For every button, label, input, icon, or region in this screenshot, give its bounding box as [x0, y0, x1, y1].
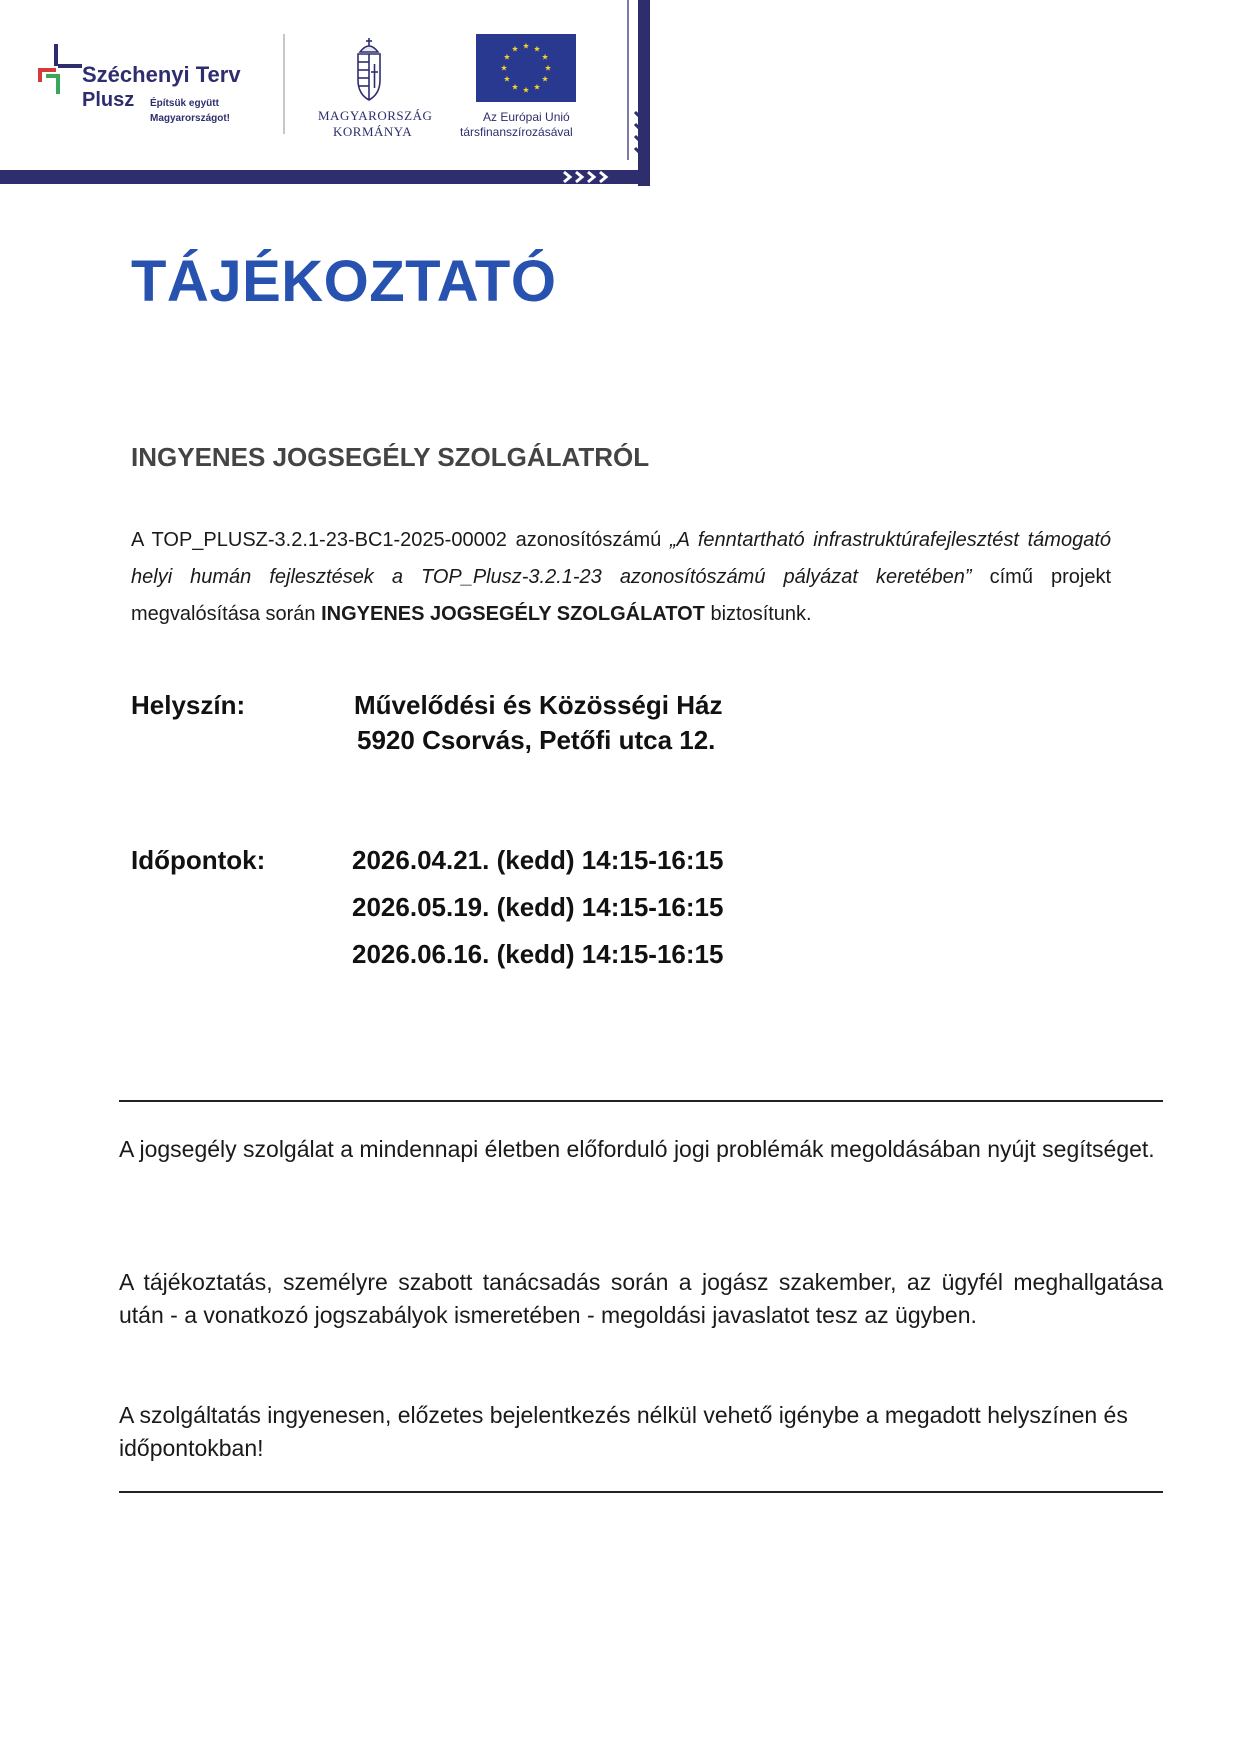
- intro-part-3: biztosítunk.: [704, 603, 812, 625]
- location-venue: Művelődési és Közösségi Ház: [354, 690, 723, 720]
- banner-divider-line: [627, 0, 629, 160]
- szechenyi-tagline-1: Építsük együtt: [150, 98, 219, 109]
- paragraph-free-service: A szolgáltatás ingyenesen, előzetes bejelentkezés nélkül vehető igénybe a megadott helyszínen és időpontokban!: [119, 1402, 1128, 1461]
- government-line-1: MAGYARORSZÁG: [318, 108, 433, 123]
- banner-right-bar: [638, 0, 650, 186]
- divider-bottom: [119, 1491, 1163, 1493]
- dates-label: Időpontok:: [131, 845, 266, 875]
- divider-top: [119, 1100, 1163, 1102]
- szechenyi-plus-logo-icon: [32, 42, 86, 96]
- paragraph-service-purpose: A jogsegély szolgálat a mindennapi életben előforduló jogi problémák megoldásában nyújt segítséget.: [119, 1136, 1155, 1162]
- paragraph-consultation: A tájékoztatás, személyre szabott tanácsadás során a jogász szakember, az ügyfél meghallgatása után - a vonatkozó jogszabályok ismeretében - megoldási javaslatot tesz az ügyben.: [119, 1269, 1163, 1328]
- date-item-1: 2026.04.21. (kedd) 14:15-16:15: [352, 845, 724, 875]
- eu-flag-icon: [476, 34, 576, 102]
- logo-divider: [283, 34, 285, 134]
- intro-part-1: A TOP_PLUSZ-3.2.1-23-BC1-2025-00002 azonosítószámú: [131, 529, 670, 551]
- intro-paragraph: [131, 522, 1111, 633]
- date-item-2: 2026.05.19. (kedd) 14:15-16:15: [352, 892, 724, 922]
- page-title: TÁJÉKOZTATÓ: [131, 249, 557, 314]
- location-label: Helyszín:: [131, 690, 246, 720]
- coat-of-arms-icon: [352, 34, 386, 104]
- intro-part-2: című projekt megvalósítása során: [131, 566, 1111, 625]
- intro-service-name: INGYENES JOGSEGÉLY SZOLGÁLATOT: [321, 603, 705, 625]
- location-address: 5920 Csorvás, Petőfi utca 12.: [357, 725, 716, 755]
- szechenyi-tagline-2: Magyarországot!: [150, 113, 231, 124]
- intro-project-title: „A fenntartható infrastruktúrafejlesztést támogató helyi humán fejlesztések a TOP_Plusz-3.2.1-23 azonosítószámú pályázat keretében”: [131, 529, 1112, 588]
- eu-line-2: társfinanszírozásával: [460, 125, 573, 139]
- chevron-side-icon: [632, 108, 652, 156]
- szechenyi-plusz: Plusz: [82, 89, 135, 111]
- szechenyi-title: Széchenyi Terv: [82, 62, 241, 87]
- chevron-strip-icon: [562, 170, 624, 184]
- banner-bottom-bar: [0, 170, 650, 184]
- page-subtitle: INGYENES JOGSEGÉLY SZOLGÁLATRÓL: [131, 442, 650, 472]
- eu-line-1: Az Európai Unió: [483, 110, 570, 124]
- date-item-3: 2026.06.16. (kedd) 14:15-16:15: [352, 939, 724, 969]
- government-line-2: KORMÁNYA: [333, 124, 413, 139]
